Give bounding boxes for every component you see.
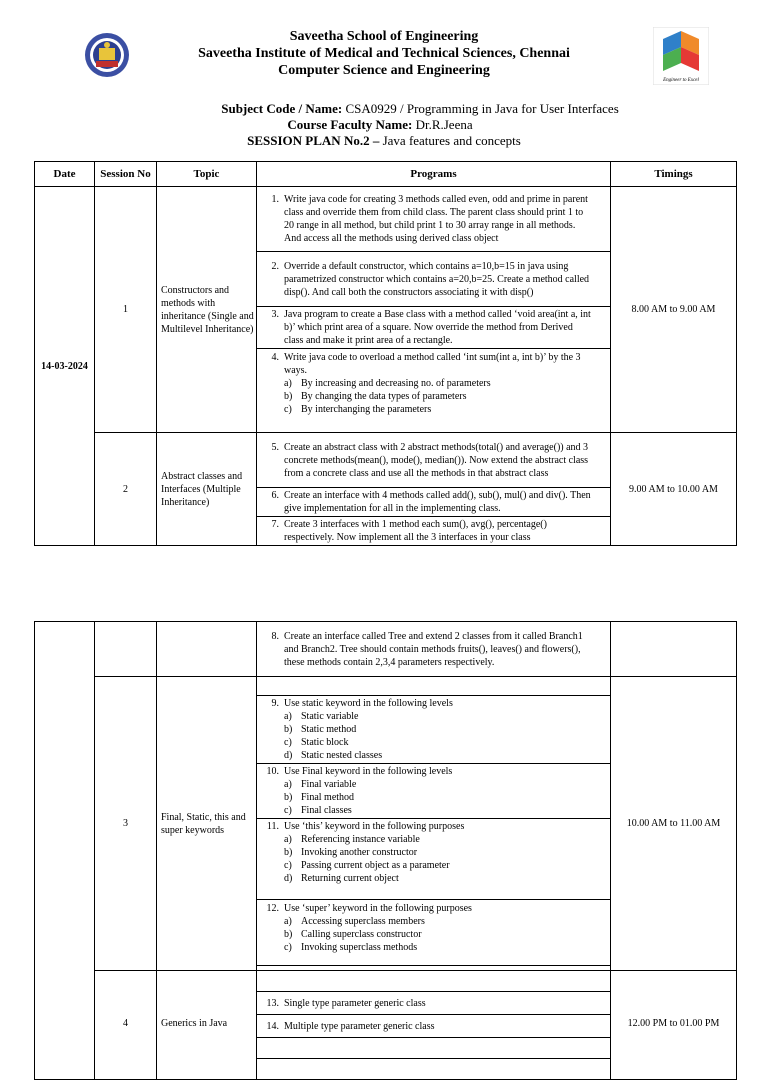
session-plan-value: Java features and concepts [382, 133, 521, 148]
topic-cell: Abstract classes and Interfaces (Multiple Inheritance) [157, 433, 257, 546]
program-cell [257, 696, 611, 764]
timing-cell-empty [611, 622, 737, 677]
program-text: Use ‘super’ keyword in the following purposes [284, 903, 472, 914]
program-cell [257, 252, 611, 307]
program-number: 9. [271, 698, 279, 709]
program-text: Use static keyword in the following levels [284, 698, 453, 709]
topic-cell: Generics in Java [157, 971, 257, 1080]
sub-list [263, 915, 606, 954]
col-header-programs: Programs [257, 162, 611, 187]
program-text: Override a default constructor, which contains a=10,b=15 in java using parametrized constructor which contains a=20,b=25. Create a method called disp(). And call both the constructors associating it with disp() [284, 260, 590, 298]
program-number: 7. [271, 519, 279, 530]
col-header-session: Session No [95, 162, 157, 187]
program-text: Create an interface with 4 methods called add(), sub(), mul() and div(). Then give implementation for all in the implementing class. [284, 490, 591, 514]
list-item: b) Final method [284, 792, 355, 803]
list-item: a) By increasing and decreasing no. of parameters [284, 378, 491, 389]
session-no-cell: 1 [95, 187, 157, 433]
program-number: 11. [266, 821, 279, 832]
program-number: 2. [271, 260, 279, 272]
session-plan-table [34, 161, 737, 546]
program-cell [257, 900, 611, 966]
list-item: c) By interchanging the parameters [284, 404, 432, 415]
program-cell [257, 992, 611, 1015]
program-cell-empty [257, 1038, 611, 1059]
program-cell [257, 517, 611, 546]
list-item: b) By changing the data types of parameters [284, 391, 467, 402]
table-row [35, 622, 737, 677]
program-text: Create an abstract class with 2 abstract methods(total() and average()) and 3 concrete methods(mean(), mode(), median()). Now extend the abstract class from a concrete class and use all the methods in that abstract class [284, 441, 589, 479]
program-cell-empty [257, 1059, 611, 1080]
session-no-cell: 3 [95, 677, 157, 971]
sub-list [263, 710, 606, 762]
program-number: 4. [271, 352, 279, 363]
program-text: Single type parameter generic class [284, 997, 426, 1009]
faculty-line [0, 117, 764, 133]
program-number: 3. [271, 309, 279, 320]
date-cell-empty [35, 622, 95, 1080]
list-item: a) Static variable [284, 711, 359, 722]
list-item: c) Final classes [284, 805, 352, 816]
col-header-topic: Topic [157, 162, 257, 187]
topic-cell: Constructors and methods with inheritance (Single and Multilevel Inheritance) [157, 187, 257, 433]
subject-label: Subject Code / Name: [221, 101, 343, 116]
program-cell [257, 622, 611, 677]
col-header-date: Date [35, 162, 95, 187]
program-text: Write java code for creating 3 methods called even, odd and prime in parent class and override them from child class. The parent class should print 1 to 20 range in all method, but child print 1 to 30 array range in all methods. And access all the methods using derived class object [284, 194, 588, 244]
subject-value: CSA0929 / Programming in Java for User Interfaces [345, 101, 619, 116]
program-number: 8. [271, 630, 279, 642]
list-item: d) Returning current object [284, 873, 399, 884]
list-item: c) Invoking superclass methods [284, 942, 418, 953]
list-item: a) Accessing superclass members [284, 916, 425, 927]
list-item: c) Passing current object as a parameter [284, 860, 450, 871]
col-header-timings: Timings [611, 162, 737, 187]
topic-cell: Final, Static, this and super keywords [157, 677, 257, 971]
program-text: Use Final keyword in the following levels [284, 766, 453, 777]
program-cell [257, 349, 611, 433]
program-cell [257, 433, 611, 488]
program-number: 13. [266, 997, 279, 1009]
timing-cell: 12.00 PM to 01.00 PM [611, 971, 737, 1080]
program-text: Write java code to overload a method called ‘int sum(int a, int b)’ by the 3 ways. [284, 352, 581, 376]
topic-cell-empty [157, 622, 257, 677]
institution-name: Saveetha School of Engineering [289, 29, 479, 44]
table-header-row [35, 162, 737, 187]
program-number: 1. [271, 194, 279, 205]
table-row [35, 677, 737, 696]
program-text: Create an interface called Tree and extend 2 classes from it called Branch1 and Branch2. Tree should contain methods fruits(), leaves() and flowers(), these methods contain 2,3,4 parameters respectively. [284, 630, 583, 668]
program-text: Create 3 interfaces with 1 method each sum(), avg(), percentage() respectively. Now implement all the 3 interfaces in your class [284, 519, 547, 543]
department-name: Computer Science and Engineering [278, 63, 490, 78]
program-cell [257, 764, 611, 819]
program-number: 5. [271, 441, 279, 453]
sub-list [263, 778, 606, 817]
sub-list [263, 833, 606, 885]
timing-cell: 10.00 AM to 11.00 AM [611, 677, 737, 971]
date-cell: 14-03-2024 [35, 187, 95, 546]
program-cell-empty [257, 677, 611, 696]
table-row [35, 187, 737, 252]
table-row [35, 971, 737, 992]
program-text: Use ‘this’ keyword in the following purposes [284, 821, 465, 832]
university-name: Saveetha Institute of Medical and Technical Sciences, Chennai [198, 46, 570, 61]
program-cell [257, 488, 611, 517]
subject-line [36, 101, 768, 117]
session-plan-line [0, 133, 768, 149]
faculty-value: Dr.R.Jeena [415, 117, 473, 132]
timing-cell: 8.00 AM to 9.00 AM [611, 187, 737, 433]
program-text: Multiple type parameter generic class [284, 1020, 435, 1032]
timing-cell: 9.00 AM to 10.00 AM [611, 433, 737, 546]
session-no-cell: 2 [95, 433, 157, 546]
sub-list [263, 377, 606, 416]
logo-tagline: Engineer to Excel [663, 78, 699, 83]
list-item: c) Static block [284, 737, 349, 748]
faculty-label: Course Faculty Name: [287, 117, 413, 132]
program-cell [257, 307, 611, 349]
session-no-cell: 4 [95, 971, 157, 1080]
program-number: 6. [271, 490, 279, 501]
program-number: 12. [266, 903, 279, 914]
program-number: 14. [266, 1020, 279, 1032]
table-row [35, 433, 737, 488]
program-cell [257, 1015, 611, 1038]
list-item: b) Invoking another constructor [284, 847, 418, 858]
session-no-cell-empty [95, 622, 157, 677]
program-cell [257, 187, 611, 252]
list-item: b) Calling superclass constructor [284, 929, 422, 940]
list-item: a) Final variable [284, 779, 357, 790]
program-cell [257, 819, 611, 900]
list-item: d) Static nested classes [284, 750, 383, 761]
session-plan-table-continued [34, 621, 737, 1080]
session-plan-label: SESSION PLAN No.2 – [247, 133, 380, 148]
program-number: 10. [266, 766, 279, 777]
program-text: Java program to create a Base class with a method called ‘void area(int a, int b)’ which print area of a square. Now override the method from Derived class and make it print area of a rectangle. [284, 309, 591, 346]
list-item: b) Static method [284, 724, 357, 735]
list-item: a) Referencing instance variable [284, 834, 420, 845]
program-cell-empty [257, 971, 611, 992]
